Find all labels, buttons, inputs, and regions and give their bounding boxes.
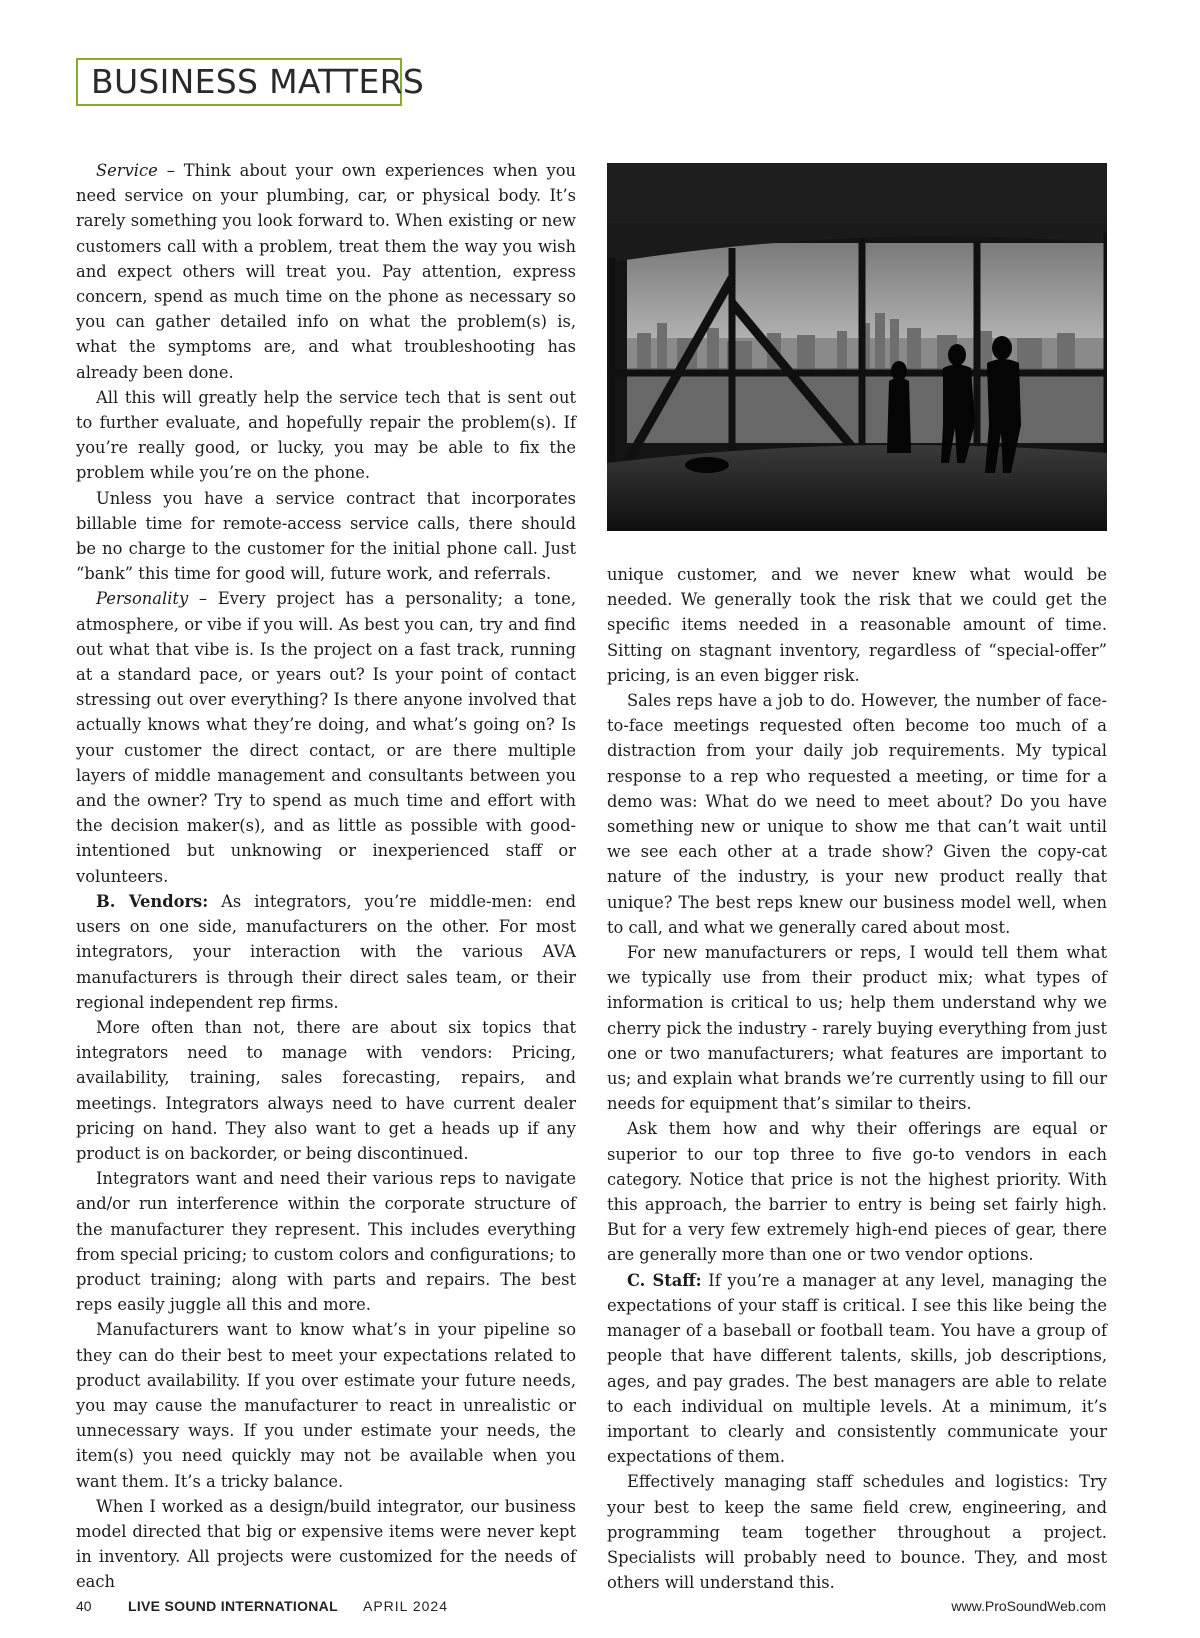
paragraph (76, 1317, 576, 1493)
paragraph-text: Ask them how and why their offerings are equal or superior to our top three to five go-to vendors in each category. Notice that price is not the highest priority. With this approach, the barrier to entry is being set fairly high. But for a very few extremely high-end pieces of gear, there are generally more than one or two vendor options. (607, 1119, 1107, 1265)
photo-silhouettes-city-window (607, 163, 1107, 531)
subsection-heading: C. Staff: (627, 1270, 702, 1290)
page-footer (76, 1598, 1106, 1620)
paragraph (76, 1166, 576, 1317)
paragraph (76, 158, 576, 385)
paragraph-text: Unless you have a service contract that incorporates billable time for remote-access service calls, there should be no charge to the customer for the initial phone call. Just “bank” this time for good will, future work, and referrals. (76, 488, 576, 584)
section-tag: BUSINESS MATTERS (76, 58, 402, 106)
paragraph-text: All this will greatly help the service tech that is sent out to further evaluate, and hopefully repair the problem(s). If you’re really good, or lucky, you may be able to fix the problem while you’re on the phone. (76, 387, 576, 483)
paragraph-lead: Personality (96, 589, 189, 609)
paragraph-text: – Every project has a personality; a tone, atmosphere, or vibe if you will. As best you can, try and find out what that vibe is. Is the project on a fast track, running at a standard pace, or years out? Is your point of contact stressing out over everything? Is there anyone involved that actually knows what they’re doing, and what’s going on? Is your customer the direct contact, or are there multiple layers of middle management and consultants between you and the owner? Try to spend as much time and effort with the decision maker(s), and as little as possible with good-intentioned but unknowing or inexperienced staff or volunteers. (76, 589, 576, 886)
paragraph (607, 1268, 1107, 1470)
paragraph (76, 385, 576, 486)
article-column-left (76, 158, 576, 1595)
paragraph (607, 1469, 1107, 1595)
paragraph-text: When I worked as a design/build integrator, our business model directed that big or expensive items were never kept in inventory. All projects were customized for the needs of each (76, 1496, 576, 1592)
paragraph-text: unique customer, and we never knew what would be needed. We generally took the risk that we could get the specific items needed in a reasonable amount of time. Sitting on stagnant inventory, regardless of “special-offer” pricing, is an even bigger risk. (607, 565, 1107, 685)
paragraph (607, 1116, 1107, 1267)
article-photo (607, 163, 1107, 531)
paragraph-text: Manufacturers want to know what’s in your pipeline so they can do their best to meet your expectations related to product availability. If you over estimate your future needs, you may cause the manufacturer to react in unrealistic or unnecessary ways. If you under estimate your needs, the item(s) you need quickly may not be available when you want them. It’s a tricky balance. (76, 1320, 576, 1491)
paragraph-lead: Service (96, 161, 158, 180)
paragraph-text: Sales reps have a job to do. However, the number of face-to-face meetings requested often become too much of a distraction from your daily job requirements. My typical response to a rep who requested a meeting, or time for a demo was: What do we need to meet about? Do you have something new or unique to show me that can’t wait until we see each other at a trade show? Given the copy-cat nature of the industry, is your new product really that unique? The best reps knew our business model well, when to call, and what we generally cared about most. (607, 691, 1107, 937)
paragraph (607, 562, 1107, 688)
paragraph (76, 1015, 576, 1166)
website-link[interactable]: www.ProSoundWeb.com (951, 1598, 1106, 1614)
page-number: 40 (76, 1598, 92, 1614)
subsection-heading: B. Vendors: (96, 891, 209, 911)
paragraph (607, 940, 1107, 1116)
paragraph (76, 586, 576, 888)
paragraph-text: Integrators want and need their various reps to navigate and/or run interference within the corporate structure of the manufacturer they represent. This includes everything from special pricing; to custom colors and configurations; to product training; along with parts and repairs. The best reps easily juggle all this and more. (76, 1169, 576, 1315)
publication-name: LIVE SOUND INTERNATIONAL (128, 1598, 338, 1614)
issue-date: APRIL 2024 (363, 1598, 448, 1614)
paragraph-text: – Think about your own experiences when you need service on your plumbing, car, or physical body. It’s rarely something you look forward to. When existing or new customers call with a problem, treat them the way you wish and expect others will treat you. Pay attention, express concern, spend as much time on the phone as necessary so you can gather detailed info on what the problem(s) is, what the symptoms are, and what troubleshooting has already been done. (76, 161, 576, 382)
paragraph (76, 1494, 576, 1595)
paragraph (76, 486, 576, 587)
paragraph-text: As integrators, you’re middle-men: end users on one side, manufacturers on the other. For most integrators, your interaction with the various AVA manufacturers is through their direct sales team, or their regional independent rep firms. (76, 891, 576, 1012)
paragraph (76, 889, 576, 1015)
paragraph-text: Effectively managing staff schedules and logistics: Try your best to keep the same field crew, engineering, and programming team together throughout a project. Specialists will probably need to bounce. They, and most others will understand this. (607, 1472, 1107, 1593)
article-column-right (607, 562, 1107, 1595)
paragraph-text: For new manufacturers or reps, I would tell them what we typically use from their product mix; what types of information is critical to us; help them understand why we cherry pick the industry - rarely buying everything from just one or two manufacturers; what features are important to us; and explain what brands we’re currently using to fill our needs for equipment that’s similar to theirs. (607, 943, 1107, 1114)
paragraph-text: If you’re a manager at any level, managing the expectations of your staff is critical. I see this like being the manager of a baseball or football team. You have a group of people that have different talents, skills, job descriptions, ages, and pay grades. The best managers are able to relate to each individual on multiple levels. At a minimum, it’s important to clearly and consistently communicate your expectations of them. (607, 1270, 1107, 1467)
paragraph-text: More often than not, there are about six topics that integrators need to manage with vendors: Pricing, availability, training, sales forecasting, repairs, and meetings. Integrators always need to have current dealer pricing on hand. They also want to get a heads up if any product is on backorder, or being discontinued. (76, 1017, 576, 1163)
paragraph (607, 688, 1107, 940)
